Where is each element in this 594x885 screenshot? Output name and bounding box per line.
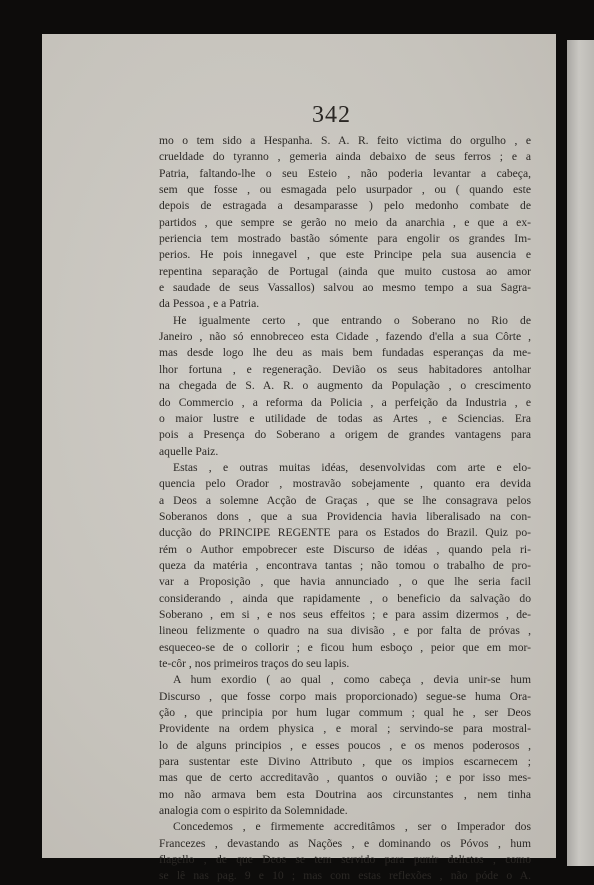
text-line: te-côr , nos primeiros traços do seu lapis.: [159, 657, 350, 670]
text-line: Estas , e outras muitas idéas, desenvolvidas com arte e elo-: [173, 460, 531, 474]
text-line: lineou felizmente o quadro na sua divisão , e por falta de próvas ,: [159, 624, 531, 638]
text-line: analogia com o espirito da Solemnidade.: [159, 804, 348, 818]
text-line: Patria, faltando-lhe o seu Esteio , não poderia levantar a cabeça,: [159, 166, 531, 180]
text-line: ção , que principia por hum lugar commum ; qual he , ser Deos: [159, 706, 531, 720]
text-line: queza da matéria , encontrava tantas ; não tomou o trabalho de pro-: [159, 558, 531, 572]
text-line: a Deos a solemne Acção de Graças , que se lhe consagrava pelos: [159, 493, 531, 507]
text-line: considerando , ainda que rapidamente , o beneficio da salvação do: [159, 591, 531, 605]
body-text: [159, 133, 531, 885]
text-line: lhor fortuna , e regeneração. Devião os seus habitadores antolhar: [159, 362, 531, 376]
text-line: A hum exordio ( ao qual , como cabeça , devia unir-se hum: [173, 673, 531, 687]
text-line: do Commercio , a reforma da Policia , a perfeição da Industria , e: [159, 395, 531, 409]
text-line: se lê nas pag. 9 e 10 ; mas com estas reflexões , não póde o A.: [159, 869, 531, 883]
text-line: Discurso , que fosse corpo mais proporcionado) segue-se huma Ora-: [159, 689, 531, 703]
text-line: mas que de certo accreditavão , quantos o ouvião ; e por isso mes-: [159, 771, 531, 785]
text-line: He igualmente certo , que entrando o Soberano no Rio de: [173, 313, 531, 327]
text-line: quencia pelo Orador , mostravão sobejamente , quanto era devida: [159, 477, 531, 491]
text-line: flagello , de que Deos se tem servido para punir delictos , como: [159, 853, 531, 867]
text-line: da Pessoa , e a Patria.: [159, 297, 260, 311]
text-line: o maior lustre e utilidade de todas as Artes , e Sciencias. Era: [159, 411, 531, 425]
text-line: var a Proposição , que havia annunciado , o que lhe seria facil: [159, 575, 531, 589]
text-line: Soberanos dons , que a sua Providencia havia liberalisado na con-: [159, 509, 531, 523]
text-line: lo de alguns principios , e esses poucos , e os menos poderosos ,: [159, 738, 531, 752]
text-line: Janeiro , não só ennobreceo esta Cidade , fazendo d'ella a sua Côrte ,: [159, 330, 531, 344]
text-line: rém o Author empobrecer este Discurso de idéas , quando pela ri-: [159, 542, 531, 556]
text-line: partidos , que sempre se gerão no meio da anarchia , e que a ex-: [159, 215, 531, 229]
text-line: periencia tem mostrado bastão sómente para engolir os grandes Im-: [159, 232, 531, 246]
text-line: ducção do PRINCIPE REGENTE para os Estados do Brazil. Quiz po-: [159, 526, 531, 540]
facing-page-edge: [567, 40, 594, 866]
text-line: Soberano , em si , e nos seus effeitos ; e para assim dizermos , de-: [159, 607, 531, 621]
text-line: mo o tem sido a Hespanha. S. A. R. feito victima do orgulho , e: [159, 134, 531, 147]
text-line: pois a Presença do Soberano a origem de grandes vantagens para: [159, 428, 531, 442]
text-line: depois de estragada a desamparasse ) pelo medonho combate de: [159, 199, 531, 213]
text-line: sem que fosse , ou esmagada pelo usurpador , ou ( quando este: [159, 183, 531, 197]
text-line: crueldade do tyranno , gemeria ainda debaixo de seus ferros ; e a: [159, 150, 531, 164]
text-line: aquelle Paiz.: [159, 444, 219, 458]
text-line: e saudade de seus Vassallos) salvou ao mesmo tempo a sua Sagra-: [159, 281, 531, 295]
text-line: esqueceo-se de o collorir ; e ficou hum esboço , peior que em mor-: [159, 640, 531, 654]
text-line: mas desde logo lhe deu as mais bem fundadas esperanças da me-: [159, 346, 531, 360]
text-line: Concedemos , e firmemente accreditâmos , ser o Imperador dos: [173, 820, 531, 834]
text-line: repentina separação de Portugal (ainda que muito custosa ao amor: [159, 264, 531, 278]
text-line: na chegada de S. A. R. o augmento da População , o crescimento: [159, 379, 531, 393]
text-line: para sustentar este Divino Attributo , que os impios escarnecem ;: [159, 755, 531, 769]
text-line: Francezes , devastando as Nações , e dominando os Póvos , hum: [159, 836, 531, 850]
text-line: perios. He pois innegavel , que este Principe pela sua ausencia e: [159, 248, 531, 262]
text-line: Providente na ordem physica , e moral ; servindo-se para mostral-: [159, 722, 531, 736]
text-line: mo não armava bem esta Doutrina aos circunstantes , nem tinha: [159, 787, 531, 801]
page-number: 342: [312, 102, 351, 128]
